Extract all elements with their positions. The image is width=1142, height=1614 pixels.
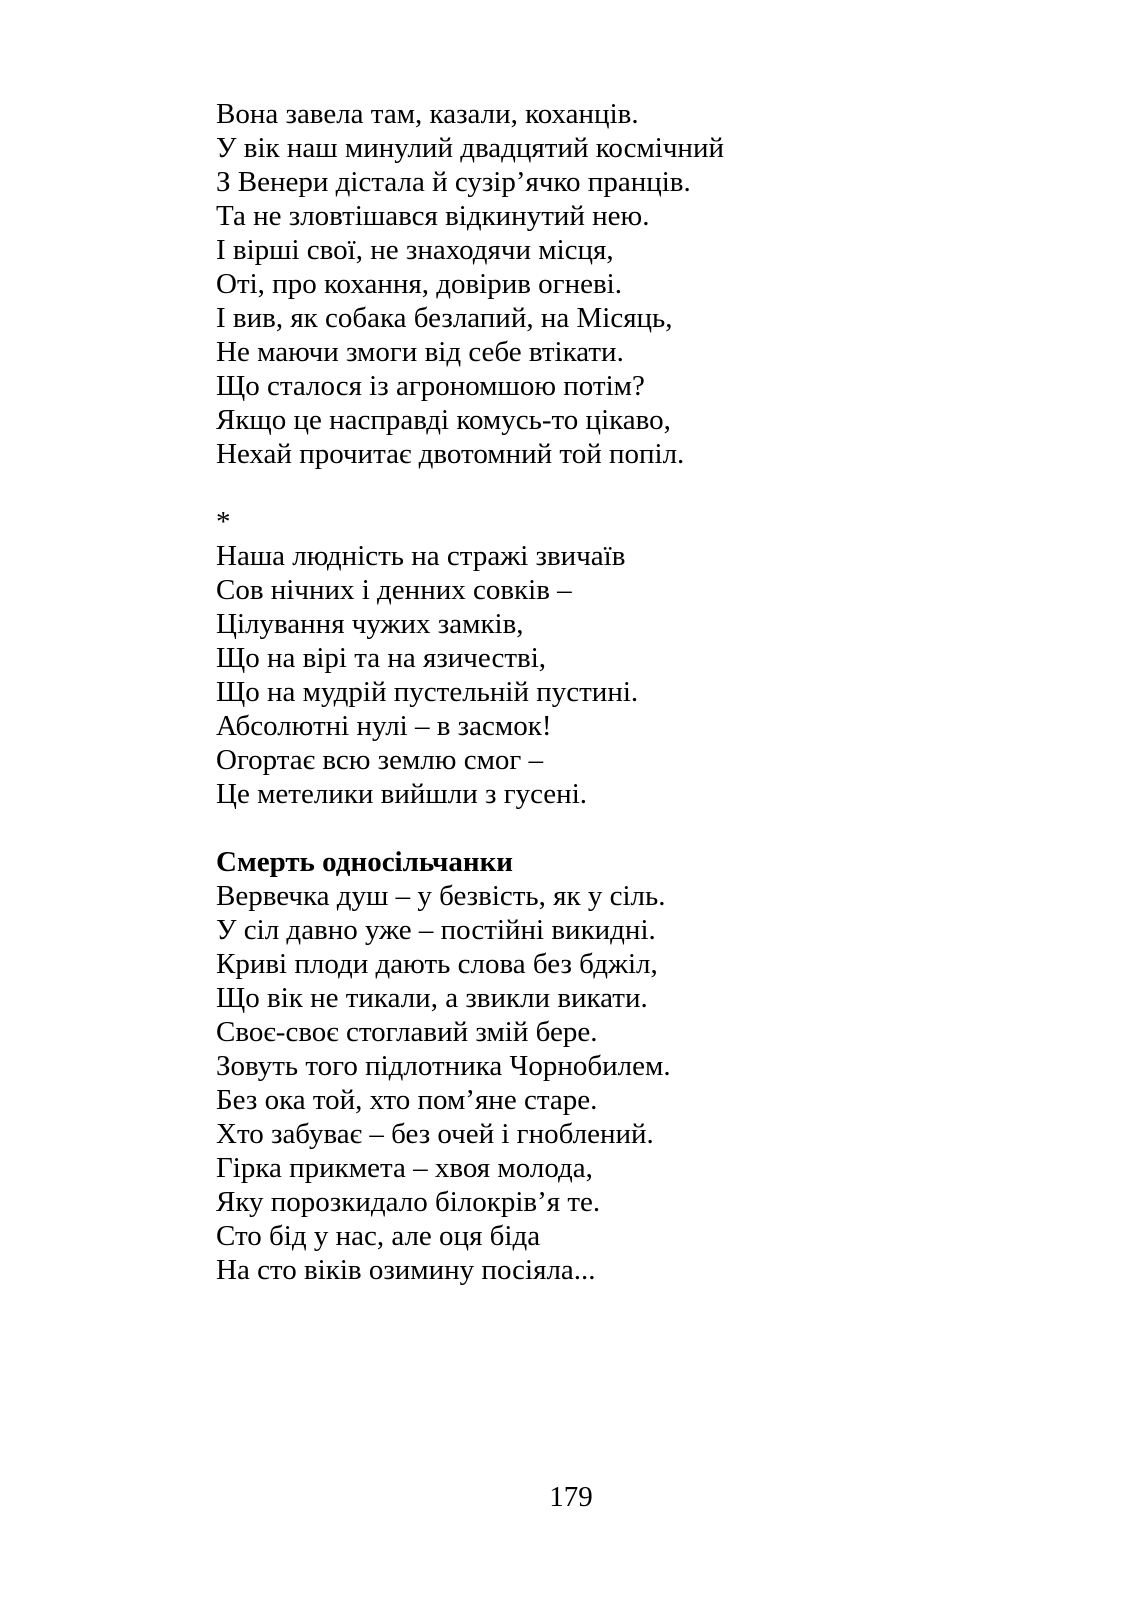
poem-line: У сіл давно уже – постійні викидні. xyxy=(216,914,656,946)
text-block xyxy=(216,97,916,1287)
poem-line: Що вік не тикали, а звикли викати. xyxy=(216,982,648,1014)
poem-line: І вірші свої, не знаходячи місця, xyxy=(216,234,614,266)
poem-line: Та не зловтішався відкинутий нею. xyxy=(216,200,650,232)
poem-line: Яку порозкидало білокрів’я те. xyxy=(216,1186,601,1218)
poem-line: Абсолютні нулі – в засмок! xyxy=(216,710,552,742)
page-number: 179 xyxy=(549,1481,593,1513)
poem-2 xyxy=(216,505,916,811)
poem-line: З Венери дістала й сузір’ячко пранців. xyxy=(216,166,691,198)
poem-title: Смерть односільчанки xyxy=(216,846,513,878)
poem-line: Наша людність на стражі звичаїв xyxy=(216,540,626,572)
poem-line: Це метелики вийшли з гусені. xyxy=(216,778,588,810)
poem-line: Хто забуває – без очей і гноблений. xyxy=(216,1118,654,1150)
poem-line: Сто бід у нас, але оця біда xyxy=(216,1220,541,1252)
poem-line: Що на мудрій пустельній пустині. xyxy=(216,676,639,708)
poem-line: Вервечка душ – у безвість, як у сіль. xyxy=(216,880,666,912)
poem-line: У вік наш минулий двадцятий космічний xyxy=(216,132,724,164)
poem-line: Сов нічних і денних совків – xyxy=(216,574,572,606)
poem-line: І вив, як собака безлапий, на Місяць, xyxy=(216,302,673,334)
poem-line: Що на вірі та на язичестві, xyxy=(216,642,547,674)
poem-line: На сто віків озимину посіяла... xyxy=(216,1254,596,1286)
poem-line: Не маючи змоги від себе втікати. xyxy=(216,336,624,368)
stanza-gap xyxy=(216,811,916,845)
poem-line: Своє-своє стоглавий змій бере. xyxy=(216,1016,598,1048)
stanza-gap xyxy=(216,471,916,505)
poem-line: Якщо це насправді комусь-то цікаво, xyxy=(216,404,671,436)
poem-1 xyxy=(216,97,916,471)
poem-line: Криві плоди дають слова без бджіл, xyxy=(216,948,658,980)
poem-line: Що сталося із агрономшою потім? xyxy=(216,370,645,402)
poem-line: Зовуть того підлотника Чорнобилем. xyxy=(216,1050,671,1082)
poem-line: Гірка прикмета – хвоя молода, xyxy=(216,1152,593,1184)
section-marker: * xyxy=(216,506,231,538)
poem-3 xyxy=(216,845,916,1287)
poem-line: Оті, про кохання, довірив огневі. xyxy=(216,268,622,300)
poem-line: Нехай прочитає двотомний той попіл. xyxy=(216,438,685,470)
poem-line: Цілування чужих замків, xyxy=(216,608,524,640)
poem-line: Огортає всю землю смог – xyxy=(216,744,544,776)
poem-line: Вона завела там, казали, коханців. xyxy=(216,98,639,130)
poem-line: Без ока той, хто пом’яне старе. xyxy=(216,1084,598,1116)
